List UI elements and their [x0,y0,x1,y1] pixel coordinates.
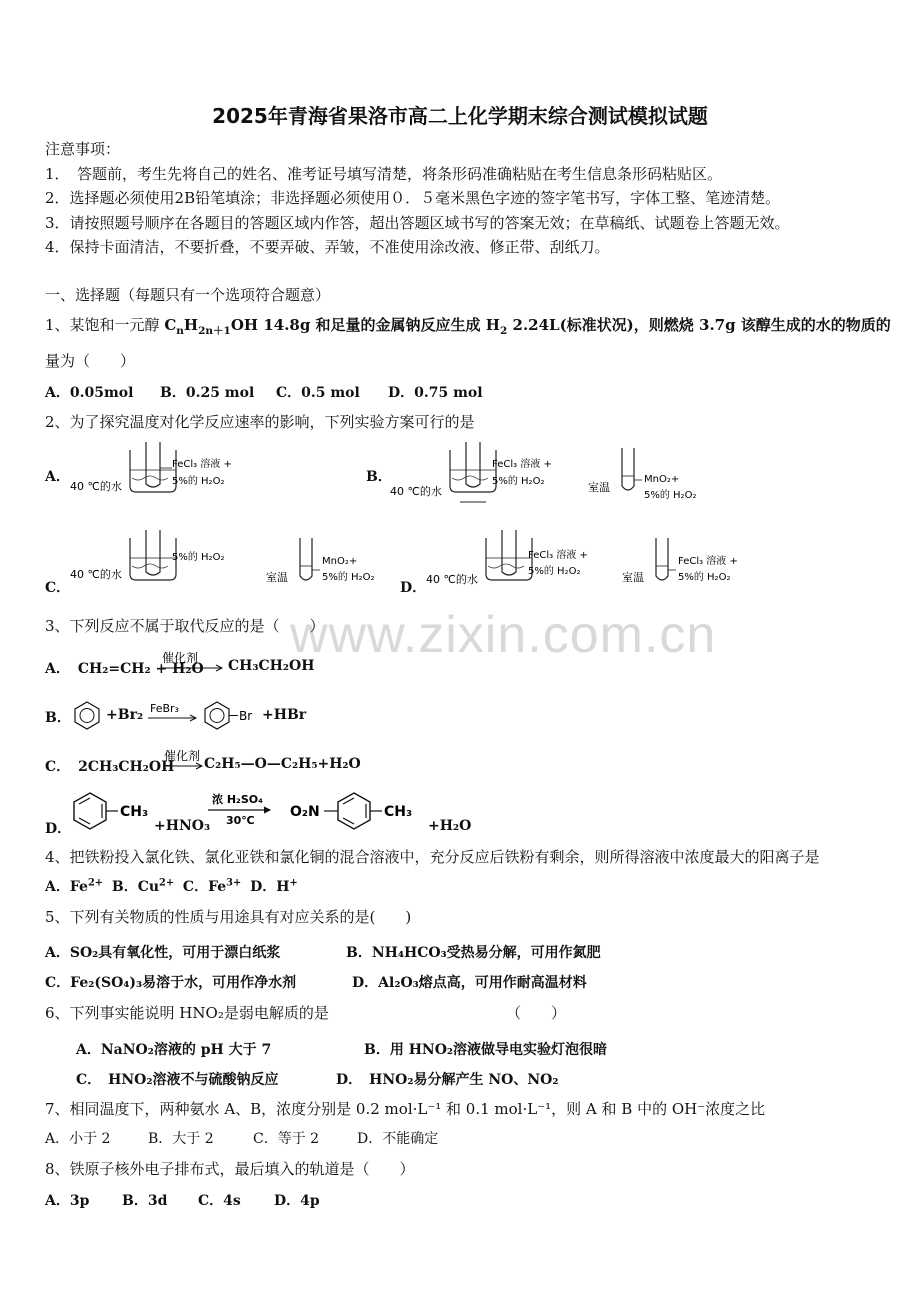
notice-item-3: 3．请按照题号顺序在各题目的答题区域内作答，超出答题区域书写的答案无效；在草稿纸、试题卷上答题无效。 [45,214,790,232]
q1-option-a: A．0.05mol [45,385,134,401]
section-heading: 一、选择题（每题只有一个选项符合题意） [45,286,331,304]
svg-text:CH₃: CH₃ [120,804,149,820]
q8-option-b: B．3d [122,1193,168,1209]
q7-option-b: B．大于 2 [148,1131,214,1147]
q5-option-b: B．NH₄HCO₃受热易分解，可用作氮肥 [346,945,601,961]
question-4-stem: 4、把铁粉投入氯化铁、氯化亚铁和氯化铜的混合溶液中，充分反应后铁粉有剩余，则所得溶液中浓度最大的阳离子是 [45,848,820,866]
page-title: 2025年青海省果洛市高二上化学期末综合测试模拟试题 [212,104,708,128]
svg-text:5%的 H₂O₂: 5%的 H₂O₂ [322,572,375,583]
svg-text:浓 H₂SO₄: 浓 H₂SO₄ [212,793,263,806]
q2-label-a: A． [45,469,70,485]
q6-option-d: D． HNO₂易分解产生 NO、NO₂ [336,1072,559,1088]
water-label: 40 ℃的水 [70,480,122,493]
svg-text:40 ℃的水: 40 ℃的水 [390,485,442,498]
apparatus-b-beaker [388,440,568,510]
svg-text:5%的 H₂O₂: 5%的 H₂O₂ [492,476,545,487]
q3-b-arrow [146,700,202,730]
q3-d-reagent: +HNO₃ [154,818,211,834]
toluene-icon [70,790,160,830]
svg-text:O₂N: O₂N [290,804,320,820]
q7-option-d: D．不能确定 [357,1131,439,1147]
notice-item-4: 4．保持卡面清洁，不要折叠，不要弄破、弄皱，不准使用涂改液、修正带、刮纸刀。 [45,238,610,256]
q3-option-b-label: B． [45,710,71,726]
svg-text:30℃: 30℃ [226,814,255,827]
svg-text:催化剂: 催化剂 [162,651,199,665]
question-5-stem: 5、下列有关物质的性质与用途具有对应关系的是( ) [45,908,412,926]
apparatus-a [68,440,248,502]
svg-text:FeCl₃ 溶液 +: FeCl₃ 溶液 + [528,550,588,561]
q1-option-d: D．0.75 mol [388,385,483,401]
notice-item-1: 1． 答题前，考生先将自己的姓名、准考证号填写清楚，将条形码准确粘贴在考生信息条形码粘贴区。 [45,165,723,183]
question-8-stem: 8、铁原子核外电子排布式，最后填入的轨道是（ ） [45,1160,415,1178]
q4-options: A．$Fe^{2+}$ B．$Cu^{2+}$ C．$Fe^{3+}$ D．H+ [45,877,298,895]
q3-option-c: C． 2CH₃CH₂OH [45,759,175,775]
q5-option-d: D．Al₂O₃熔点高，可用作耐高温材料 [352,975,587,991]
q5-option-c: C．Fe₂(SO₄)₃易溶于水，可用作净水剂 [45,975,297,991]
q1-option-b: B．0.25 mol [160,385,255,401]
apparatus-c-tube [266,536,396,596]
q6-option-b: B．用 HNO₂溶液做导电实验灯泡很暗 [364,1042,608,1058]
q3-a-arrow [160,650,230,680]
q5-option-a: A．SO₂具有氧化性，可用于漂白纸浆 [45,945,281,961]
question-6-stem: 6、下列事实能说明 HNO₂是弱电解质的是 [45,1004,329,1022]
q7-option-a: A．小于 2 [45,1131,111,1147]
q8-option-a: A．3p [45,1193,90,1209]
q3-d-tail: +H₂O [428,818,472,834]
notice-item-2: 2．选择题必须使用2B铅笔填涂；非选择题必须使用０．５毫米黑色字迹的签字笔书写，字体工整、笔迹清楚。 [45,189,781,207]
svg-text:MnO₂+: MnO₂+ [322,556,358,567]
question-7-stem: 7、相同温度下，两种氨水 A、B，浓度分别是 0.2 mol·L⁻¹ 和 0.1 mol·L⁻¹，则 A 和 B 中的 OH⁻浓度之比 [45,1100,766,1118]
question-2-stem: 2、为了探究温度对化学反应速率的影响，下列实验方案可行的是 [45,413,475,431]
svg-text:催化剂: 催化剂 [164,749,201,763]
q8-option-d: D．4p [274,1193,320,1209]
svg-text:FeCl₃ 溶液 +: FeCl₃ 溶液 + [172,459,232,470]
benzene-ring-icon [72,700,102,730]
bromobenzene-icon [202,700,262,730]
svg-text:FeCl₃ 溶液 +: FeCl₃ 溶液 + [678,556,738,567]
svg-text:Br: Br [239,709,253,723]
question-1-stem-line2: 量为（ ） [45,352,136,370]
q3-c-product: C₂H₅—O—C₂H₅+H₂O [204,756,361,772]
svg-text:40 ℃的水: 40 ℃的水 [426,573,478,586]
q2-label-d: D． [400,580,427,596]
notice-heading: 注意事项： [45,140,121,158]
q6-option-a: A．NaNO₂溶液的 pH 大于 7 [76,1042,272,1058]
apparatus-d-tube [622,536,757,596]
q8-option-c: C．4s [198,1193,241,1209]
q3-b-reagent: +Br₂ [106,707,144,723]
q7-option-c: C．等于 2 [253,1131,320,1147]
q3-option-a: A． CH₂=CH₂ + H₂O [45,661,204,677]
svg-text:FeCl₃ 溶液 +: FeCl₃ 溶液 + [492,459,552,470]
svg-text:5%的 H₂O₂: 5%的 H₂O₂ [644,490,697,501]
q3-b-tail: +HBr [262,707,307,723]
svg-text:MnO₂+: MnO₂+ [644,474,680,485]
q3-a-product: CH₃CH₂OH [228,658,315,674]
svg-text:40 ℃的水: 40 ℃的水 [70,568,122,581]
svg-text:5%的 H₂O₂: 5%的 H₂O₂ [528,566,581,577]
svg-text:室温: 室温 [588,481,610,494]
svg-text:室温: 室温 [266,571,288,584]
svg-text:FeBr₃: FeBr₃ [150,702,179,715]
apparatus-b-tube [588,446,718,506]
q3-option-d-label: D． [45,821,72,837]
svg-text:CH₃: CH₃ [384,804,413,820]
question-1-stem: 1、某饱和一元醇 $C_nH_{2n+1}OH$ 14.8g 和足量的金属钠反应生成 $H_2$ 2.24L(标准状况)，则燃烧 3.7g 该醇生成的水的物质的 [45,316,891,337]
apparatus-d-beaker [424,528,604,590]
q3-c-arrow [164,748,206,778]
svg-text:室温: 室温 [622,571,644,584]
question-6-paren: （ ） [506,1004,567,1022]
svg-text:5%的 H₂O₂: 5%的 H₂O₂ [678,572,731,583]
watermark: www.zixin.com.cn [290,606,717,664]
svg-text:5%的 H₂O₂: 5%的 H₂O₂ [172,476,225,487]
apparatus-c-beaker [68,528,248,590]
q3-d-arrow [206,790,276,830]
question-3-stem: 3、下列反应不属于取代反应的是（ ） [45,617,325,635]
svg-text:5%的 H₂O₂: 5%的 H₂O₂ [172,552,225,563]
q6-option-c: C． HNO₂溶液不与硫酸钠反应 [76,1072,279,1088]
q1-option-c: C．0.5 mol [276,385,360,401]
nitrotoluene-icon [288,790,428,830]
q2-label-c: C． [45,580,71,596]
q2-label-b: B． [366,469,392,485]
